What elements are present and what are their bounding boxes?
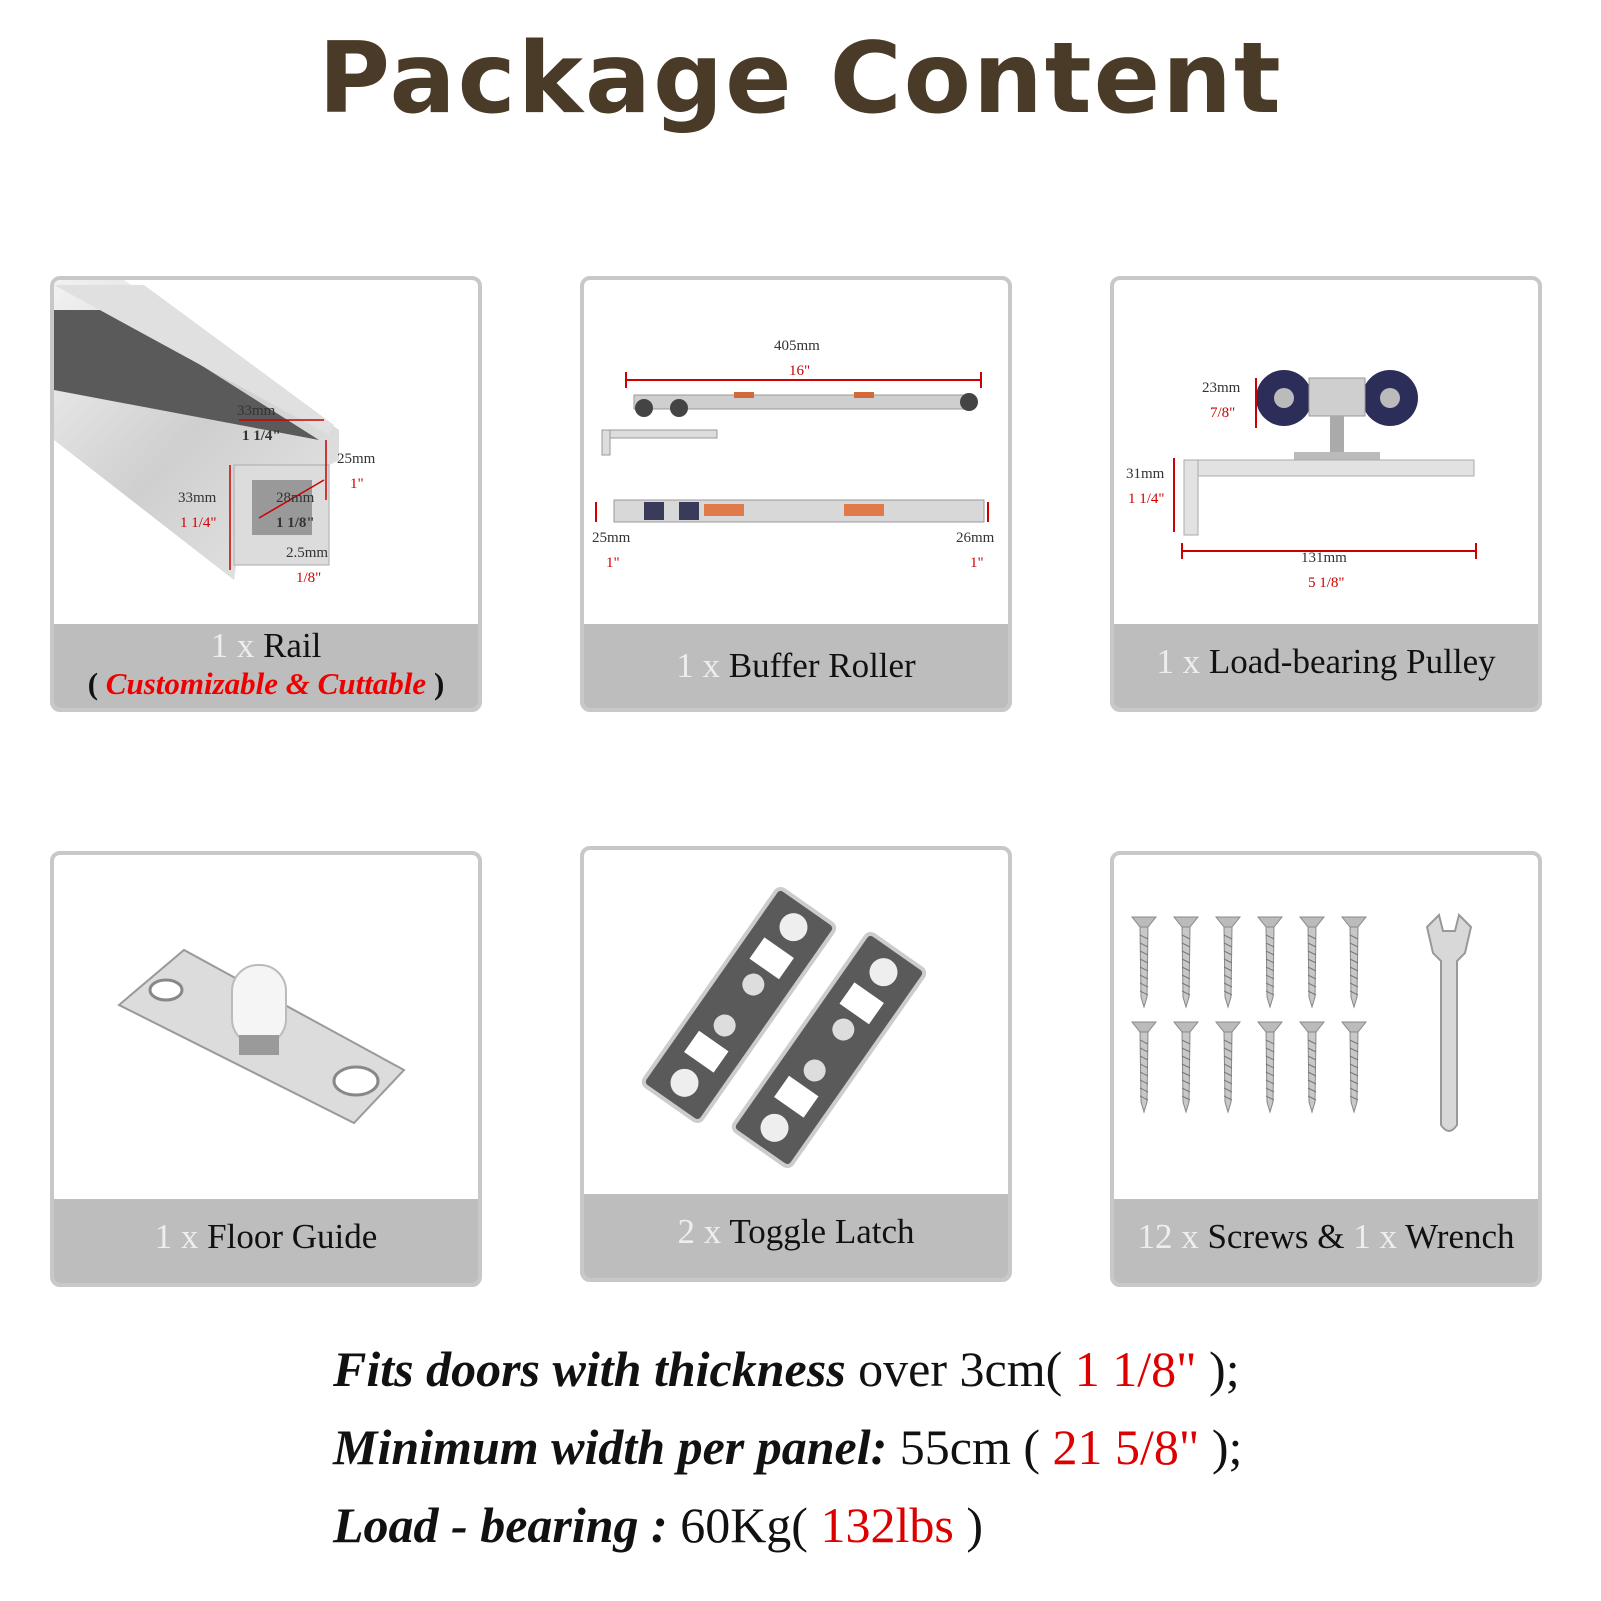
paren-close: ) bbox=[433, 666, 445, 701]
item-quantity: 1 x bbox=[676, 646, 721, 685]
item-caption bbox=[1114, 624, 1538, 708]
item-card-pulley bbox=[1110, 276, 1542, 712]
spec-label: Load - bearing : bbox=[333, 1497, 668, 1553]
item-quantity: 12 x bbox=[1137, 1217, 1199, 1256]
screw-icon bbox=[1174, 917, 1198, 1007]
screw-icon bbox=[1300, 1022, 1324, 1112]
screws-wrench-image bbox=[1114, 855, 1538, 1203]
screw-icon bbox=[1132, 917, 1156, 1007]
spec-value: 132lbs bbox=[820, 1497, 954, 1553]
item-caption bbox=[1114, 1199, 1538, 1283]
item-quantity: 2 x bbox=[677, 1212, 722, 1251]
item-name: Floor Guide bbox=[207, 1217, 378, 1256]
item-card-buffer-roller bbox=[580, 276, 1012, 712]
pulley-image bbox=[1114, 280, 1538, 628]
item-subtitle: Customizable & Cuttable bbox=[105, 666, 427, 701]
screw-icon bbox=[1216, 917, 1240, 1007]
dim-text: 2.5mm bbox=[286, 545, 329, 561]
dim-text: 23mm bbox=[1202, 380, 1241, 396]
screw-icon bbox=[1342, 1022, 1366, 1112]
spec-value: 21 5/8" bbox=[1052, 1419, 1200, 1475]
dim-text: 7/8" bbox=[1210, 405, 1236, 421]
dim-text: 26mm bbox=[956, 530, 995, 546]
item-quantity: 1 x bbox=[154, 1217, 199, 1256]
screw-icon bbox=[1342, 917, 1366, 1007]
rail-image bbox=[54, 280, 478, 628]
dim-text: 25mm bbox=[592, 530, 631, 546]
item-name-2: Wrench bbox=[1405, 1217, 1515, 1256]
buffer-roller-image bbox=[584, 280, 1008, 628]
item-card-toggle-latch bbox=[580, 846, 1012, 1282]
dim-text: 33mm bbox=[178, 490, 217, 506]
dim-text: 131mm bbox=[1301, 550, 1347, 566]
paren-open: ( bbox=[87, 666, 99, 701]
spec-line-thickness bbox=[333, 1340, 1240, 1398]
spec-end: ) bbox=[953, 1497, 983, 1553]
dim-text: 28mm bbox=[276, 490, 315, 506]
item-caption bbox=[54, 1199, 478, 1283]
dim-text: 33mm bbox=[237, 403, 276, 419]
dim-text: 1" bbox=[350, 476, 364, 492]
spec-text: over 3cm( bbox=[845, 1341, 1075, 1397]
item-quantity-2: 1 x bbox=[1353, 1217, 1398, 1256]
screw-icon bbox=[1258, 917, 1282, 1007]
page-title: Package Content bbox=[318, 22, 1283, 136]
dim-text: 16" bbox=[789, 363, 811, 379]
spec-text: 55cm ( bbox=[887, 1419, 1053, 1475]
item-card-rail bbox=[50, 276, 482, 712]
spec-end: ); bbox=[1199, 1419, 1243, 1475]
screw-icon bbox=[1174, 1022, 1198, 1112]
spec-line-min-width bbox=[333, 1418, 1242, 1476]
item-name: Rail bbox=[263, 626, 322, 665]
spec-label: Fits doors with thickness bbox=[333, 1341, 846, 1397]
item-caption bbox=[584, 1194, 1008, 1278]
dim-text: 1 1/4" bbox=[1128, 491, 1165, 507]
toggle-latch-image bbox=[584, 850, 1008, 1198]
screw-icon bbox=[1300, 917, 1324, 1007]
item-quantity: 1 x bbox=[1156, 642, 1201, 681]
item-card-floor-guide bbox=[50, 851, 482, 1287]
spec-label: Minimum width per panel: bbox=[333, 1419, 888, 1475]
spec-end: ); bbox=[1196, 1341, 1240, 1397]
item-name: Toggle Latch bbox=[729, 1212, 915, 1251]
item-caption bbox=[584, 624, 1008, 708]
screw-icon bbox=[1258, 1022, 1282, 1112]
dim-text: 1" bbox=[970, 555, 984, 571]
dim-text: 405mm bbox=[774, 338, 820, 354]
dim-text: 1 1/8" bbox=[276, 515, 315, 531]
screw-icon bbox=[1132, 1022, 1156, 1112]
dim-text: 1 1/4" bbox=[180, 515, 217, 531]
item-card-screws-wrench bbox=[1110, 851, 1542, 1287]
floor-guide-image bbox=[54, 855, 478, 1203]
item-quantity: 1 x bbox=[210, 626, 255, 665]
dim-text: 5 1/8" bbox=[1308, 575, 1345, 591]
item-name: Load-bearing Pulley bbox=[1208, 642, 1496, 681]
dim-text: 1 1/4" bbox=[242, 428, 281, 444]
item-name: Buffer Roller bbox=[728, 646, 916, 685]
item-name: Screws & bbox=[1207, 1217, 1345, 1256]
spec-line-load-bearing bbox=[333, 1496, 983, 1554]
dim-text: 1" bbox=[606, 555, 620, 571]
dim-text: 31mm bbox=[1126, 466, 1165, 482]
item-caption bbox=[54, 624, 478, 708]
spec-text: 60Kg( bbox=[667, 1497, 821, 1553]
spec-value: 1 1/8" bbox=[1074, 1341, 1197, 1397]
dim-text: 1/8" bbox=[296, 570, 322, 586]
dim-text: 25mm bbox=[337, 451, 376, 467]
screw-icon bbox=[1216, 1022, 1240, 1112]
